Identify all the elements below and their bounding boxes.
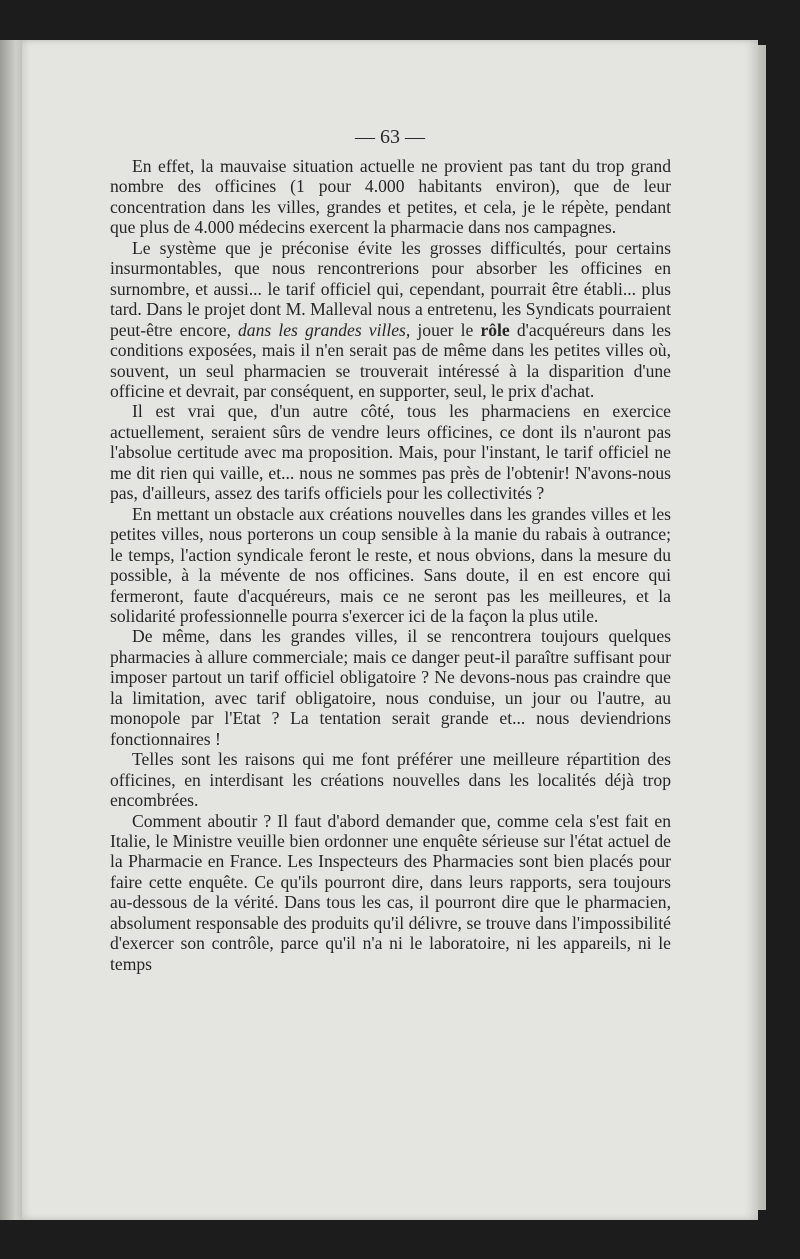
book-page <box>22 40 758 1220</box>
body-text <box>110 156 671 974</box>
paragraph-text: d'acquéreurs dans les conditions exposées, mais il n'en serait pas de même dans les petites villes où, souvent, un seul pharmacien se trouverait intéressé à la disparition d'une officine et devrait, par conséquent, en supporter, seul, le prix d'achat. <box>110 319 671 401</box>
italic-phrase: dans les grandes villes, <box>238 319 411 340</box>
bold-word: rôle <box>480 319 510 340</box>
paragraph: Comment aboutir ? Il faut d'abord demander que, comme cela s'est fait en Italie, le Ministre veuille bien ordonner une enquête sérieuse sur l'état actuel de la Pharmacie en France. Les Inspecteurs des Pharmacies sont bien placés pour faire cette enquête. Ce qu'ils pourront dire, dans leurs rapports, sera toujours au-dessous de la vérité. Dans tous les cas, il pourront dire que le pharmacien, absolument responsable des produits qu'il délivre, se trouve dans l'impossibilité d'exercer son contrôle, parce qu'il n'a ni le laboratoire, ni les appareils, ni le temps <box>110 810 671 974</box>
paragraph <box>110 238 671 402</box>
page-number: — 63 — <box>355 126 425 148</box>
paragraph-text: jouer le <box>410 319 481 340</box>
paragraph-text: Le système que je préconise évite les grosses difficultés, pour certains insurmontables, que nous rencontrerions pour absorber les officines en surnombre, et aussi... le tarif officiel qui, cependant, pourrait être établi... plus tard. Dans le projet dont M. Malleval nous a entretenu, les Syndicats pourraient peut-être encore, <box>110 237 671 340</box>
paragraph: Telles sont les raisons qui me font préférer une meilleure répartition des officines, en interdisant les créations nouvelles dans les localités déjà trop encombrées. <box>110 749 671 811</box>
paragraph: De même, dans les grandes villes, il se rencontrera toujours quelques pharmacies à allure commerciale; mais ce danger peut-il paraître suffisant pour imposer partout un tarif officiel obligatoire ? Ne devons-nous pas craindre que la limitation, avec tarif obligatoire, nous conduise, un jour ou l'autre, au monopole par l'Etat ? La tentation serait grande et... nous deviendrions fonctionnaires ! <box>110 626 671 749</box>
paragraph: En mettant un obstacle aux créations nouvelles dans les grandes villes et les petites villes, nous porterons un coup sensible à la manie du rabais à outrance; le temps, l'action syndicale feront le reste, et nous obvions, dans la mesure du possible, à la mévente de nos officines. Sans doute, il en est encore qui fermeront, faute d'acquéreurs, mais ce ne seront pas les meilleures, et la solidarité professionnelle pourra s'exercer ici de la façon la plus utile. <box>110 503 671 626</box>
paragraph: Il est vrai que, d'un autre côté, tous les pharmaciens en exercice actuellement, seraient sûrs de vendre leurs officines, ce dont ils n'auront pas l'absolue certitude avec ma proposition. Mais, pour l'instant, le tarif officiel ne me dit rien qui vaille, et... nous ne sommes pas près de l'obtenir! N'avons-nous pas, d'ailleurs, assez des tarifs officiels pour les collectivités ? <box>110 401 671 504</box>
paragraph: En effet, la mauvaise situation actuelle ne provient pas tant du trop grand nombre des officines (1 pour 4.000 habitants environ), que de leur concentration dans les villes, grandes et petites, et cela, je le répète, pendant que plus de 4.000 médecins exercent la pharmacie dans nos campagnes. <box>110 156 671 238</box>
